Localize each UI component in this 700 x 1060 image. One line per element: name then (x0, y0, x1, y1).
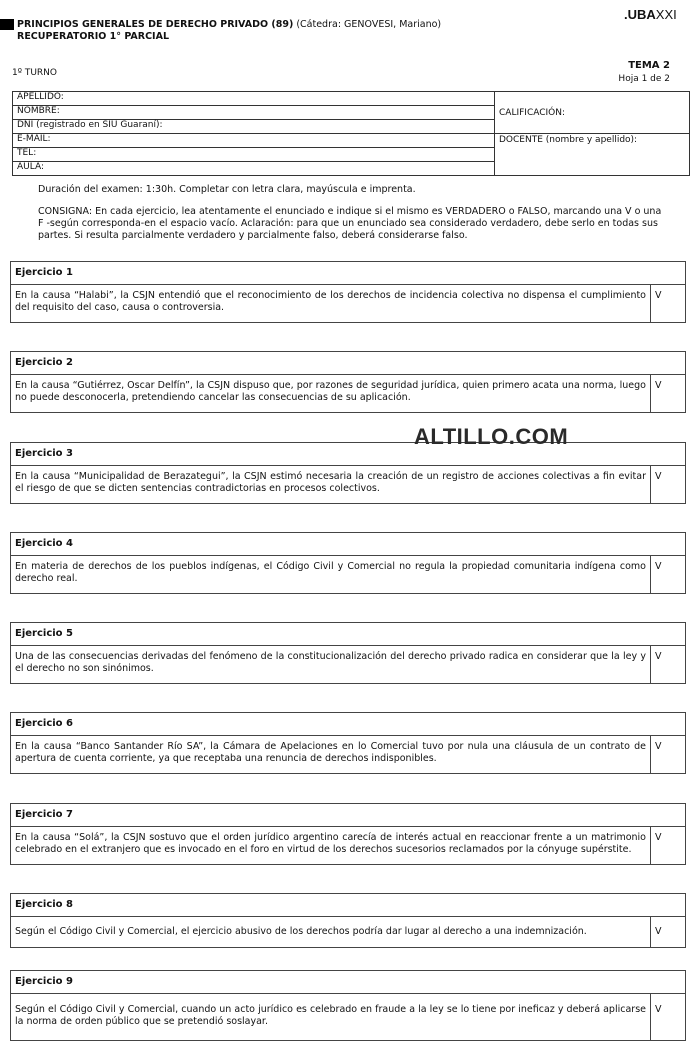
exercise-6 (10, 712, 686, 774)
exercise-statement: En la causa “Halabi”, la CSJN entendió que el reconocimiento de los derechos de incidencia colectiva no dispensa el cumplimiento del requisito del caso, causa o controversia. (11, 285, 651, 322)
exercise-statement: En la causa “Banco Santander Río SA”, la Cámara de Apelaciones en lo Comercial tuvo por nula una cláusula de un contrato de apertura de cuenta corriente, ya que receptaba una renuncia de derechos indisponibles. (11, 736, 651, 773)
exam-name: RECUPERATORIO 1° PARCIAL (17, 31, 169, 42)
exercise-2 (10, 351, 686, 413)
exercise-title: Ejercicio 2 (11, 352, 685, 375)
exercise-statement: En la causa “Municipalidad de Berazategui”, la CSJN estimó necesaria la creación de un registro de acciones colectivas a fin evitar el riesgo de que se dicten sentencias contradictorias en procesos colectivos. (11, 466, 651, 503)
answer-box[interactable]: V (655, 561, 662, 572)
answer-box[interactable]: V (655, 741, 662, 752)
exercise-title: Ejercicio 4 (11, 533, 685, 556)
exercise-8 (10, 893, 686, 948)
watermark-text: ALTILLO.COM (414, 424, 569, 449)
answer-box[interactable]: V (655, 832, 662, 843)
turno: 1º TURNO (12, 68, 57, 78)
logo-bold-text: .UBA (624, 7, 656, 22)
email-field[interactable]: E-MAIL: (13, 134, 495, 148)
aula-field[interactable]: AULA: (13, 162, 495, 176)
exercise-title: Ejercicio 6 (11, 713, 685, 736)
exercise-statement: En la causa “Solá”, la CSJN sostuvo que el orden jurídico argentino carecía de interés actual en reaccionar frente a un matrimonio celebrado en el extranjero que es invocado en el foro en virtud de los derechos sucesorios reclamados por la cónyuge supérstite. (11, 827, 651, 864)
answer-box[interactable]: V (655, 471, 662, 482)
nombre-field[interactable]: NOMBRE: (13, 106, 495, 120)
answer-box[interactable]: V (655, 380, 662, 391)
logo-light-text: XXI (655, 7, 677, 22)
course-title: PRINCIPIOS GENERALES DE DERECHO PRIVADO (89) (17, 19, 294, 30)
exercise-title: Ejercicio 3 (11, 443, 685, 466)
dni-field[interactable]: DNI (registrado en SIU Guaraní): (13, 120, 495, 134)
answer-box[interactable]: V (655, 1004, 662, 1015)
exercise-statement: En la causa “Gutiérrez, Oscar Delfín”, la CSJN dispuso que, por razones de seguridad jurídica, quien primero acata una norma, luego no puede desconocerla, pretendiendo cancelar las consecuencias de su aplicación. (11, 375, 651, 412)
exercise-7 (10, 803, 686, 865)
calificacion-field[interactable]: CALIFICACIÓN: (495, 92, 690, 134)
duracion-text: Duración del examen: 1:30h. Completar con letra clara, mayúscula e imprenta. (38, 184, 416, 195)
exercise-title: Ejercicio 8 (11, 894, 685, 917)
exercise-statement: En materia de derechos de los pueblos indígenas, el Código Civil y Comercial no regula la propiedad comunitaria indígena como derecho real. (11, 556, 651, 593)
answer-box[interactable]: V (655, 651, 662, 662)
exercise-title: Ejercicio 9 (11, 971, 685, 994)
exercise-3 (10, 442, 686, 504)
apellido-field[interactable]: APELLIDO: (13, 92, 495, 106)
exercise-title: Ejercicio 1 (11, 262, 685, 285)
student-info-form (12, 91, 690, 176)
exercise-5 (10, 622, 686, 684)
exercise-statement: Según el Código Civil y Comercial, el ejercicio abusivo de los derechos podría dar lugar al derecho a una indemnización. (11, 917, 651, 947)
hoja: Hoja 1 de 2 (618, 74, 670, 84)
docente-field[interactable]: DOCENTE (nombre y apellido): (495, 134, 690, 176)
answer-box[interactable]: V (655, 290, 662, 301)
exercise-title: Ejercicio 5 (11, 623, 685, 646)
catedra: (Cátedra: GENOVESI, Mariano) (296, 19, 442, 30)
exercise-9 (10, 970, 686, 1041)
exercise-1 (10, 261, 686, 323)
exercise-title: Ejercicio 7 (11, 804, 685, 827)
tel-field[interactable]: TEL: (13, 148, 495, 162)
course-title-line (17, 19, 441, 30)
uba-xxi-logo (624, 7, 677, 22)
tema: TEMA 2 (628, 60, 670, 71)
header-black-mark (0, 19, 14, 30)
exercise-statement: Según el Código Civil y Comercial, cuando un acto jurídico es celebrado en fraude a la ley se lo tiene por ineficaz y deberá aplicarse la norma de orden público que se pretendió soslayar. (11, 994, 651, 1040)
exercise-statement: Una de las consecuencias derivadas del fenómeno de la constitucionalización del derecho privado radica en considerar que la ley y el derecho no son sinónimos. (11, 646, 651, 683)
answer-box[interactable]: V (655, 926, 662, 937)
exercise-4 (10, 532, 686, 594)
consigna-text: CONSIGNA: En cada ejercicio, lea atentamente el enunciado e indique si el mismo es VERDADERO o FALSO, marcando una V o una F -según corresponda-en el espacio vacío. Aclaración: para que un enunciado sea considerado verdadero, debe serlo en todas sus partes. Si resulta parcialmente verdadero y parcialmente falso, deberá considerarse falso. (38, 206, 662, 241)
